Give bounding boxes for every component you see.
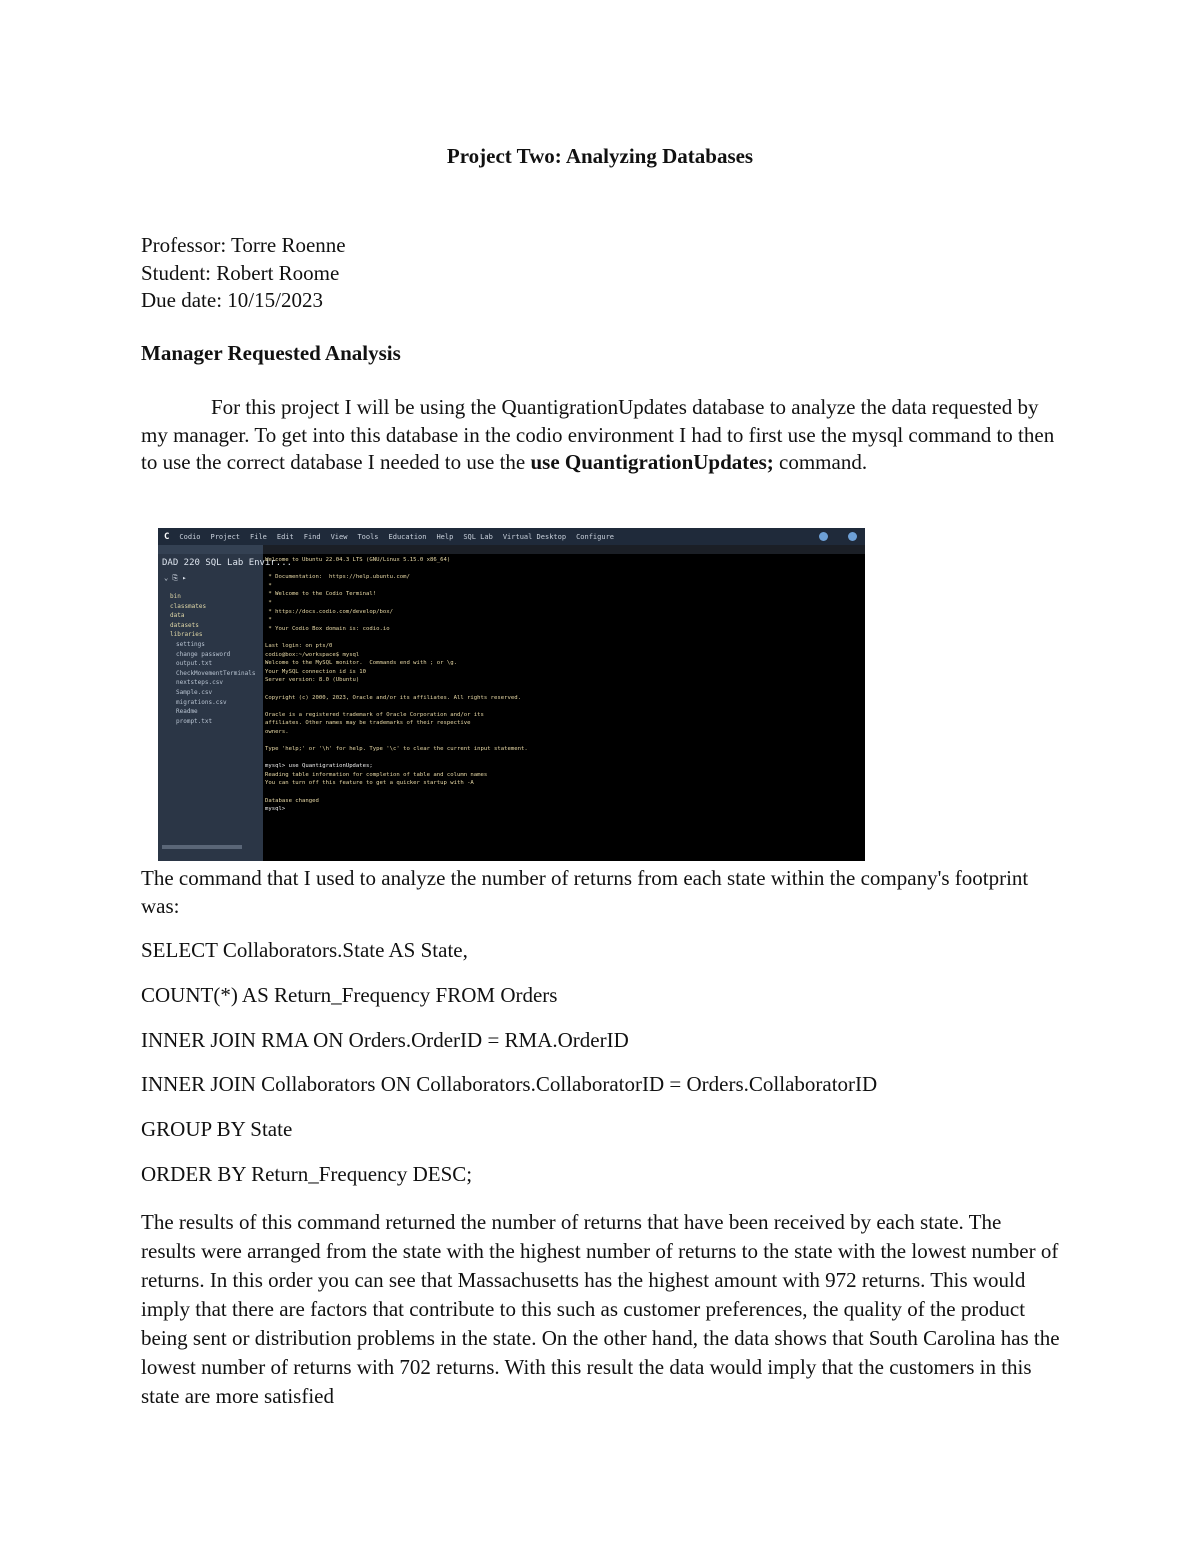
terminal-line: Database changed <box>265 797 319 804</box>
menu-item: Tools <box>357 532 379 541</box>
tree-folder: data <box>170 612 185 620</box>
terminal-line: mysql> use QuantigrationUpdates; <box>265 763 373 770</box>
menu-item: View <box>330 532 348 541</box>
sidebar-scrollbar <box>162 845 242 849</box>
terminal-line <box>265 702 863 711</box>
terminal-line: * Documentation: https://help.ubuntu.com/ <box>265 574 410 581</box>
terminal-line: Last login: on pts/0 <box>265 642 333 649</box>
tree-file: nextsteps.csv <box>176 679 223 687</box>
menu-item: SQL Lab <box>463 532 493 541</box>
tree-file: output.txt <box>176 660 213 668</box>
sql-line: COUNT(*) AS Return_Frequency FROM Orders <box>141 983 558 1007</box>
terminal-line <box>265 565 863 574</box>
intro-text: For this project I will be using the QuantigrationUpdates database to analyze the data requested by my manager. To get into this database in the codio environment I had to first use the mysql command to then to use the correct database I needed to use the <box>141 395 1055 474</box>
power-icon <box>848 532 857 541</box>
menu-item: Edit <box>276 532 294 541</box>
menubar-right <box>809 532 857 541</box>
user-avatar-icon <box>819 532 828 541</box>
terminal-line: Copyright (c) 2000, 2023, Oracle and/or its affiliates. All rights reserved. <box>265 694 521 701</box>
codio-logo-icon: C <box>164 531 170 542</box>
sql-line: INNER JOIN RMA ON Orders.OrderID = RMA.OrderID <box>141 1028 629 1052</box>
tree-folder: datasets <box>170 621 199 629</box>
terminal-line: Server version: 8.0 (Ubuntu) <box>265 677 360 684</box>
menu-item: Configure <box>576 532 614 541</box>
terminal-line: * https://docs.codio.com/develop/box/ <box>265 608 393 615</box>
terminal-line: Type 'help;' or '\h' for help. Type '\c' to clear the current input statement. <box>265 746 528 753</box>
terminal-line <box>265 633 863 642</box>
terminal-line: * <box>265 582 272 589</box>
terminal-line: * Welcome to the Codio Terminal! <box>265 591 377 598</box>
terminal-line: Welcome to the MySQL monitor. Commands end with ; or \g. <box>265 660 457 667</box>
sql-line: ORDER BY Return_Frequency DESC; <box>141 1162 473 1186</box>
terminal-tabbar <box>263 545 865 554</box>
terminal-line: Oracle is a registered trademark of Oracle Corporation and/or its <box>265 711 484 718</box>
command-intro-paragraph: The command that I used to analyze the number of returns from each state within the company's footprint was: <box>141 866 1029 918</box>
terminal-line: affiliates. Other names may be trademarks of their respective <box>265 720 471 727</box>
tree-file: CheckMovementTerminals <box>176 669 256 677</box>
tree-file: migrations.csv <box>176 698 227 706</box>
terminal-line <box>265 788 863 797</box>
terminal-output <box>265 556 863 814</box>
tree-file: settings <box>176 640 205 648</box>
tree-folder: libraries <box>170 631 203 639</box>
menu-item: Help <box>436 532 454 541</box>
terminal-line: Your MySQL connection id is 10 <box>265 668 367 675</box>
student-line: Student: Robert Roome <box>141 260 340 285</box>
sidebar-tools: ⌄ ⎘ ▸ <box>164 574 187 582</box>
terminal-line: codio@box:~/workspace$ mysql <box>265 651 360 658</box>
menu-item: Virtual Desktop <box>502 532 567 541</box>
results-paragraph: The results of this command returned the number of returns that have been received by each state. The results were arranged from the state with the highest number of returns to the state with the lowest number of returns. In this order you can see that Massachusetts has the highest amount with 972 returns. This would imply that there are factors that contribute to this such as customer preferences, the quality of the product being sent or distribution problems in the state. On the other hand, the data shows that South Carolina has the lowest number of returns with 702 returns. With this result the data would imply that the customers in this state are more satisfied <box>141 1210 1060 1408</box>
menu-item: Codio <box>179 532 201 541</box>
intro-text-end: command. <box>773 450 868 474</box>
sql-line: GROUP BY State <box>141 1117 293 1141</box>
terminal-line <box>265 754 863 763</box>
terminal-line: * Your Codio Box domain is: codio.io <box>265 625 390 632</box>
terminal-line <box>265 736 863 745</box>
professor-line: Professor: Torre Roenne <box>141 233 346 257</box>
ide-menubar <box>158 528 865 545</box>
terminal-line: owners. <box>265 728 289 735</box>
menu-item: File <box>250 532 267 541</box>
tree-folder: classmates <box>170 602 207 610</box>
file-tree <box>164 592 263 726</box>
terminal-line: * <box>265 617 272 624</box>
menu-item: Education <box>388 532 427 541</box>
terminal-line <box>265 685 863 694</box>
intro-paragraph <box>141 394 1061 477</box>
terminal-line: * <box>265 599 272 606</box>
tree-file: change password <box>176 650 231 658</box>
terminal-line: You can turn off this feature to get a quicker startup with -A <box>265 780 474 787</box>
tree-file: Sample.csv <box>176 688 213 696</box>
project-name: DAD 220 SQL Lab Envir... <box>162 558 293 568</box>
section-heading: Manager Requested Analysis <box>141 341 401 365</box>
sidebar-tabs <box>158 545 263 554</box>
terminal-line: Welcome to Ubuntu 22.04.3 LTS (GNU/Linux 5.15.0 x86_64) <box>265 557 451 563</box>
menu-item: Find <box>303 532 321 541</box>
sql-line: SELECT Collaborators.State AS State, <box>141 938 468 962</box>
terminal-prompt: mysql> <box>265 806 289 813</box>
codio-terminal-screenshot <box>158 528 865 861</box>
sql-line: INNER JOIN Collaborators ON Collaborators.CollaboratorID = Orders.CollaboratorID <box>141 1072 878 1096</box>
tree-file: prompt.txt <box>176 717 213 725</box>
document-title: Project Two: Analyzing Databases <box>446 144 754 168</box>
terminal-line: Reading table information for completion of table and column names <box>265 771 488 778</box>
due-date-line: Due date: 10/15/2023 <box>141 288 323 312</box>
tree-folder: bin <box>170 593 181 600</box>
tree-file: Readme <box>176 708 198 716</box>
document-meta <box>141 232 346 315</box>
intro-command: use QuantigrationUpdates; <box>530 450 774 474</box>
menu-item: Project <box>210 532 241 541</box>
